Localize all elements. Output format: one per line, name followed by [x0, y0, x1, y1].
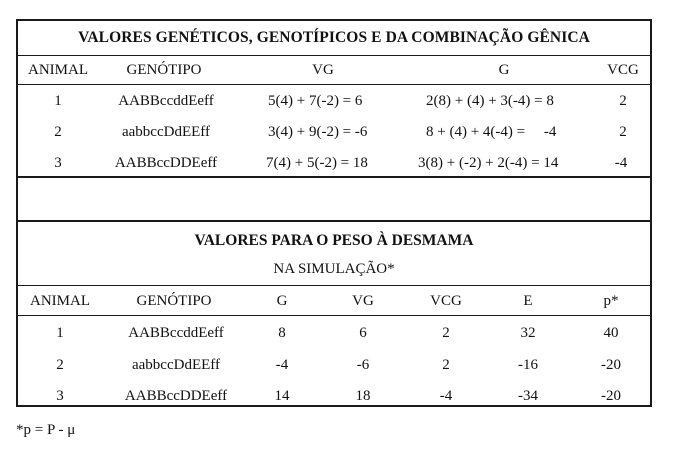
table1-header-animal: ANIMAL: [28, 62, 88, 78]
cell-e: -16: [518, 357, 538, 373]
cell-vcg: 2: [619, 93, 627, 109]
cell-genotipo: AABBccddEeff: [128, 325, 224, 341]
cell-vcg: 2: [442, 357, 450, 373]
cell-e: -34: [518, 388, 538, 404]
table-row: [18, 117, 650, 147]
table-row: [18, 318, 650, 348]
table2-subtitle: NA SIMULAÇÃO*: [273, 260, 395, 277]
cell-vcg: -4: [614, 155, 628, 171]
cell-animal: 1: [54, 93, 62, 109]
cell-e: 32: [520, 325, 536, 341]
cell-vg: -6: [356, 357, 370, 373]
footnote: *p = P - μ: [16, 422, 76, 438]
cell-genotipo: aabbccDdEEff: [121, 124, 211, 140]
cell-animal: 2: [54, 124, 62, 140]
table1-header-g: G: [498, 62, 510, 78]
rule-t2-top: [16, 220, 652, 222]
table2-header-g: G: [276, 293, 288, 309]
table1-header-row: [18, 55, 650, 85]
cell-p: 40: [603, 325, 619, 341]
cell-g: 8 + (4) + 4(-4) = -4: [426, 124, 557, 140]
cell-animal: 1: [56, 325, 64, 341]
cell-genotipo: AABBccddEeff: [118, 93, 214, 109]
table2-header-vcg: VCG: [430, 293, 462, 309]
table2-header-p: p*: [603, 293, 619, 309]
cell-vcg: 2: [442, 325, 450, 341]
table2-header-e: E: [523, 293, 533, 309]
table2-title: VALORES PARA O PESO À DESMAMA: [194, 232, 474, 249]
table1-header-genotipo: GENÓTIPO: [126, 62, 202, 78]
cell-vg: 6: [359, 325, 367, 341]
table2-header-vg: VG: [352, 293, 374, 309]
cell-g: 2(8) + (4) + 3(-4) = 8: [426, 93, 554, 109]
cell-animal: 2: [56, 357, 64, 373]
cell-genotipo: AABBccDDEeff: [124, 388, 228, 404]
cell-g: -4: [275, 357, 289, 373]
cell-genotipo: aabbccDdEEff: [131, 357, 221, 373]
cell-vg: 3(4) + 9(-2) = -6: [268, 124, 368, 140]
cell-vg: 7(4) + 5(-2) = 18: [266, 155, 368, 171]
table2-header-genotipo: GENÓTIPO: [136, 293, 212, 309]
cell-vg: 18: [355, 388, 371, 404]
table1-header-vg: VG: [312, 62, 334, 78]
cell-animal: 3: [54, 155, 62, 171]
cell-vcg: 2: [619, 124, 627, 140]
table1-title: VALORES GENÉTICOS, GENOTÍPICOS E DA COMBINAÇÃO GÊNICA: [78, 29, 590, 46]
table-row: [18, 86, 650, 116]
cell-p: -20: [601, 388, 621, 404]
cell-g: 14: [274, 388, 290, 404]
cell-g: 3(8) + (-2) + 2(-4) = 14: [418, 155, 559, 171]
cell-g: 8: [278, 325, 286, 341]
table1-header-vcg: VCG: [607, 62, 639, 78]
table2-header-row: [18, 286, 650, 316]
cell-vcg: -4: [439, 388, 453, 404]
table2-header-animal: ANIMAL: [30, 293, 90, 309]
cell-animal: 3: [56, 388, 64, 404]
cell-vg: 5(4) + 7(-2) = 6: [268, 93, 363, 109]
cell-genotipo: AABBccDDEeff: [114, 155, 218, 171]
cell-p: -20: [601, 357, 621, 373]
table-row: [18, 381, 650, 411]
table-row: [18, 148, 650, 178]
table-row: [18, 350, 650, 380]
